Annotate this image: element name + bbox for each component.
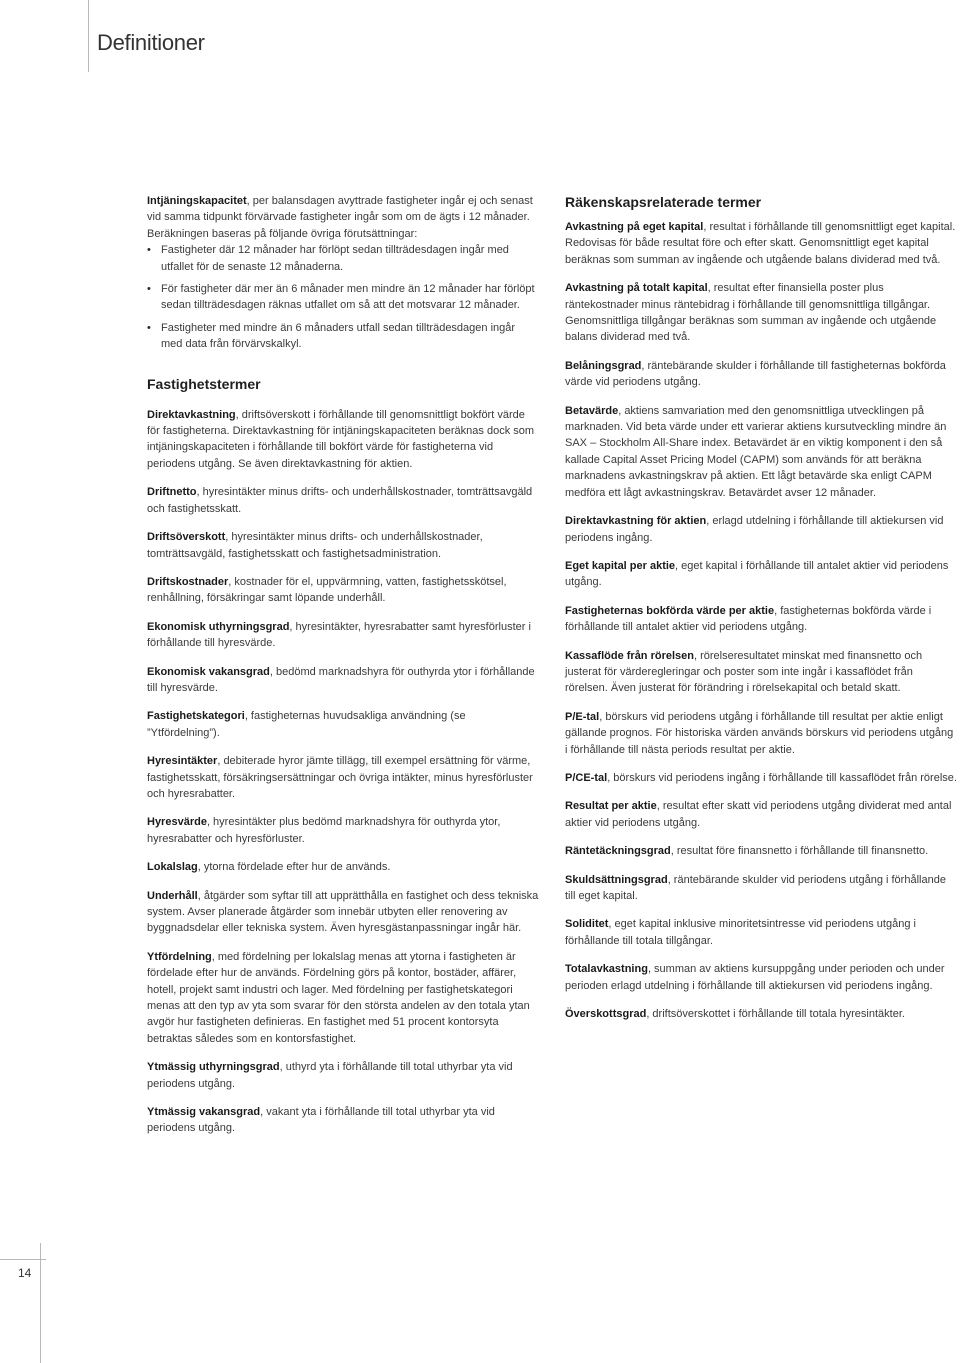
definition-entry: [147, 574, 539, 607]
definition-text: , hyresintäkter minus drifts- och underhållskostnader, tomträttsavgäld, fastighetsskatt och fastighetsadministration.: [147, 531, 483, 560]
definition-entry: [565, 843, 957, 859]
header-vertical-rule: [88, 0, 89, 72]
definition-text: , vakant yta i förhållande till total uthyrbar yta vid periodens utgång.: [147, 1106, 495, 1135]
definition-term: Betavärde: [565, 404, 619, 417]
definition-text: , bedömd marknadshyra för outhyrda ytor i förhållande till hyresvärde.: [147, 665, 535, 694]
definition-text: , ytorna fördelade efter hur de används.: [197, 861, 391, 874]
definition-text: , hyresintäkter minus drifts- och underhållskostnader, tomträttsavgäld och fastighetsskatt.: [147, 486, 533, 515]
definition-text: , med fördelning per lokalslag menas att ytorna i fastigheten är fördelade efter hur de används. Fördelning görs på kontor, bostäder, affärer, hotell, projekt samt industri och lager. Med fördelning per fastighetskategori menas att den typ av yta som svarar för den största andelen av den totala ytan avgör hur fastigheten definieras. En fastighet med 51 procent kontorsyta betraktas således som en kontorsfastighet.: [147, 950, 530, 1045]
definition-term: Lokalslag: [147, 861, 198, 874]
definition-term: Överskottsgrad: [565, 1008, 647, 1021]
definition-text: , summan av aktiens kursuppgång under perioden och under perioden erlagd utdelning i förhållande till aktiekursen vid periodens ingång.: [565, 963, 945, 992]
definition-term: Driftskostnader: [147, 575, 229, 588]
definition-text: , resultat efter skatt vid periodens utgång dividerat med antal aktier vid periodens utgång.: [565, 800, 952, 829]
definition-text: , rörelseresultatet minskat med finansnetto och justerat för värderegleringar och poster som inte ingår i kassaflödet från rörelsen. Även justerat för förändring i rörelsekapital och betald skatt.: [565, 649, 923, 695]
definition-entry: [147, 888, 539, 937]
definition-text: , driftsöverskottet i förhållande till totala hyresintäkter.: [646, 1008, 905, 1021]
definition-text: , kostnader för el, uppvärmning, vatten, fastighetsskötsel, renhållning, försäkringar samt löpande underhåll.: [147, 575, 507, 605]
definition-entry: [147, 619, 539, 652]
page-number: 14: [18, 1266, 32, 1280]
definition-text: , uthyrd yta i förhållande till total uthyrbar yta vid periodens utgång.: [147, 1061, 513, 1090]
definition-entry: [565, 916, 957, 949]
definition-text: , hyresintäkter plus bedömd marknadshyra för outhyrda ytor, hyresrabatter och hyresförluster.: [147, 816, 501, 845]
definition-text: , fastigheternas bokförda värde i förhållande till antalet aktier vid periodens utgång.: [565, 604, 932, 634]
right-definitions: [565, 219, 957, 1022]
definition-entry: [147, 814, 539, 847]
definition-term: Resultat per aktie: [565, 800, 657, 813]
definition-text: , driftsöverskott i förhållande till genomsnittligt bokfört värde för fastigheterna. Direktavkastning för intjäningskapaciteten beräknas dock som intjäningskapaciteten i förhållande till bokfört värde för fastigheterna vid periodens utgång. Se även direktavkastning för aktien.: [147, 408, 535, 470]
definition-intro: [147, 193, 539, 242]
definition-term: Direktavkastning: [147, 408, 236, 421]
definition-term: Ytmässig uthyrningsgrad: [147, 1061, 280, 1074]
definition-term: Direktavkastning för aktien: [565, 515, 707, 528]
definition-entry: [565, 961, 957, 994]
definition-entry: [565, 798, 957, 831]
definition-term: Avkastning på eget kapital: [565, 221, 704, 233]
definition-term: Belåningsgrad: [565, 359, 642, 372]
list-item: • Fastigheter med mindre än 6 månaders utfall sedan tillträdesdagen ingår med data från förvärvskalkyl.: [147, 320, 539, 353]
definition-entry: [565, 558, 957, 591]
definition-text: , räntebärande skulder vid periodens utgång i förhållande till eget kapital.: [565, 873, 946, 902]
page-title: Definitioner: [97, 30, 205, 55]
definition-text: , hyresintäkter, hyresrabatter samt hyresförluster i förhållande till hyresvärde.: [147, 620, 531, 650]
definition-entry: [147, 859, 539, 875]
definition-entry: [565, 872, 957, 905]
list-item: • För fastigheter där mer än 6 månader men mindre än 12 månader har förlöpt sedan tillträdesdagen räknas utfallet om så att det motsvarar 12 månader.: [147, 281, 539, 314]
definition-term: Kassaflöde från rörelsen: [565, 649, 694, 662]
definition-entry: [147, 664, 539, 697]
definition-entry: [147, 1104, 539, 1137]
definition-term: P/E-tal: [565, 710, 600, 723]
section-heading-rakenskapsrelaterade: Räkenskapsrelaterade termer: [565, 194, 762, 210]
definition-term: Fastighetskategori: [147, 710, 245, 723]
definition-entry: [147, 407, 539, 473]
definition-entry: [147, 529, 539, 562]
definition-term: P/CE-tal: [565, 771, 608, 784]
definition-entry: [565, 709, 957, 758]
definition-term: Räntetäckningsgrad: [565, 845, 671, 858]
definition-text: , räntebärande skulder i förhållande till fastigheternas bokförda värde vid periodens utgång.: [565, 359, 946, 389]
definition-text: , fastigheternas huvudsakliga användning (se ”Ytfördelning”).: [147, 710, 466, 739]
definition-text: , resultat före finansnetto i förhållande till finansnetto.: [670, 845, 929, 858]
definition-entry: [147, 1059, 539, 1092]
definition-term: Fastigheternas bokförda värde per aktie: [565, 604, 775, 617]
footer-horizontal-rule: [0, 1259, 46, 1260]
definition-term: Totalavkastning: [565, 963, 648, 976]
definition-term: Hyresvärde: [147, 816, 207, 829]
definition-entry: [147, 484, 539, 517]
definition-term: Hyresintäkter: [147, 755, 218, 768]
definition-entry: [565, 603, 957, 636]
definition-text: , eget kapital inklusive minoritetsintresse vid periodens utgång i förhållande till totala tillgångar.: [565, 918, 916, 947]
definition-text: , börskurs vid periodens utgång i förhållande till resultat per aktie enligt gällande prognos. För historiska värden används börskurs vid periodens utgång i förhållande till nästa periods resultat per aktie.: [565, 710, 954, 756]
definition-term: Ytmässig vakansgrad: [147, 1106, 261, 1119]
definition-entry: [147, 753, 539, 802]
left-column: [147, 193, 539, 1149]
definition-entry: [565, 280, 957, 346]
definition-entry: [147, 949, 539, 1047]
definition-text: , eget kapital i förhållande till antalet aktier vid periodens utgång.: [565, 559, 949, 589]
definition-term: Ekonomisk uthyrningsgrad: [147, 620, 290, 633]
definition-term: Intjäningskapacitet: [147, 195, 247, 207]
definition-entry: [565, 219, 957, 268]
definition-term: Driftsöverskott: [147, 531, 226, 544]
definition-text: , debiterade hyror jämte tillägg, till exempel ersättning för värme, fastighetsskatt, försäkringsersättningar och övriga intäkter, minus hyresförluster och hyresrabatter.: [147, 755, 533, 800]
definition-text: , erlagd utdelning i förhållande till aktiekursen vid periodens ingång.: [565, 515, 944, 544]
definition-entry: [565, 358, 957, 391]
list-item: • Fastigheter där 12 månader har förlöpt sedan tillträdesdagen ingår med utfallet för de senaste 12 månaderna.: [147, 242, 539, 275]
definition-entry: [147, 708, 539, 741]
definition-text: , resultat efter finansiella poster plus räntekostnader minus räntebidrag i förhållande till genomsnittliga tillgångar. Genomsnittliga tillgångar beräknas som summan av ingående och utgående balans dividerad med två.: [565, 282, 937, 344]
definition-entry: [565, 648, 957, 697]
definition-text: , aktiens samvariation med den genomsnittliga utvecklingen på marknaden. Vid beta värde under ett varierar aktiens kursutveckling mindre än SAX – Stockholm All-Share index. Betavärdet är en viktig komponent i den så kallade Capital Asset Pricing Model (CAPM) som används för att beräkna marknadens avkastningskrav på aktien. Ett lågt betavärde ska enligt CAPM medföra ett lågt avkastningskrav. Betavärdet avser 12 månader.: [565, 404, 947, 499]
footer-vertical-rule: [40, 1243, 41, 1363]
section-heading-fastighetstermer: Fastighetstermer: [147, 375, 261, 392]
definition-entry: [565, 513, 957, 546]
definition-term: Underhåll: [147, 889, 198, 902]
conditions-list: [147, 242, 539, 352]
left-definitions: [147, 407, 539, 1137]
definition-entry: [565, 403, 957, 501]
definition-entry: [565, 1006, 957, 1022]
right-column: [565, 193, 957, 1034]
definition-text: , åtgärder som syftar till att upprätthålla en fastighet och dess tekniska system. Avser planerade åtgärder som innebär utbyten eller renovering av byggnadsdelar eller tekniska system. Även hyresgästanpassningar ingår här.: [147, 889, 539, 935]
definition-term: Ytfördelning: [147, 950, 212, 963]
definition-text: , börskurs vid periodens ingång i förhållande till kassaflödet från rörelse.: [607, 771, 957, 784]
definition-term: Ekonomisk vakansgrad: [147, 665, 270, 678]
definition-term: Driftnetto: [147, 486, 197, 499]
definition-text: , per balansdagen avyttrade fastigheter ingår ej och senast vid samma tidpunkt förvärvade fastigheter ingår som om de ägts i 12 månader. Beräkningen baseras på följande övriga förutsättningar:: [147, 195, 533, 240]
definition-term: Skuldsättningsgrad: [565, 873, 668, 886]
definition-term: Avkastning på totalt kapital: [565, 282, 708, 295]
definition-term: Soliditet: [565, 918, 609, 931]
definition-entry: [565, 770, 957, 786]
definition-term: Eget kapital per aktie: [565, 559, 676, 572]
definition-text: , resultat i förhållande till genomsnittligt eget kapital. Redovisas för både resultat före och efter skatt. Genomsnittligt eget kapital beräknas som summan av ingående och utgående balans dividerad med två.: [565, 221, 956, 266]
